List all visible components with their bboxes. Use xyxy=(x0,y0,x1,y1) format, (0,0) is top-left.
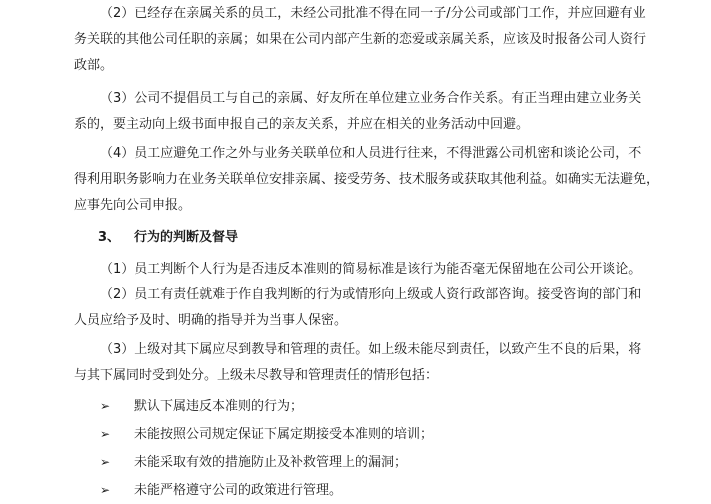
arrow-bullet-icon: ➢ xyxy=(100,483,111,497)
bullet-text-3: 未能采取有效的措施防止及补救管理上的漏洞； xyxy=(134,455,408,470)
bullet-text-4: 未能严格遵守公司的政策进行管理。 xyxy=(134,483,343,498)
arrow-bullet-icon: ➢ xyxy=(100,427,111,441)
paragraph-2-line-3: 政部。 xyxy=(74,58,114,73)
standard-1-line-1: （1）员工判断个人行为是否违反本准则的简易标准是该行为能否毫无保留地在公司公开谈论。 xyxy=(100,262,642,277)
arrow-bullet-icon: ➢ xyxy=(100,455,111,469)
standard-3-line-2: 与其下属同时受到处分。上级未尽教导和管理责任的情形包括： xyxy=(74,368,439,383)
paragraph-4-line-1: （4）员工应避免工作之外与业务关联单位和人员进行往来，不得泄露公司机密和谈论公司，不 xyxy=(100,146,642,161)
paragraph-3-line-1: （3）公司不提倡员工与自己的亲属、好友所在单位建立业务合作关系。有正当理由建立业务关 xyxy=(100,91,642,106)
paragraph-2-line-2: 务关联的其他公司任职的亲属；如果在公司内部产生新的恋爱或亲属关系，应该及时报备公司人资行 xyxy=(74,32,647,47)
bullet-item xyxy=(100,482,342,499)
standard-2-line-1: （2）员工有责任就难于作自我判断的行为或情形向上级或人资行政部咨询。接受咨询的部门和 xyxy=(100,287,642,302)
paragraph-3-line-2: 系的，要主动向上级书面申报自己的亲友关系，并应在相关的业务活动中回避。 xyxy=(74,117,530,132)
section-heading xyxy=(98,230,658,246)
paragraph-4-line-3: 应事先向公司申报。 xyxy=(74,198,192,213)
bullet-item xyxy=(100,398,303,415)
paragraph-4-line-2: 得利用职务影响力在业务关联单位安排亲属、接受劳务、技术服务或获取其他利益。如确实无法避免， xyxy=(74,172,660,187)
bullet-item xyxy=(100,454,407,471)
standard-2-line-2: 人员应给予及时、明确的指导并为当事人保密。 xyxy=(74,313,348,328)
bullet-text-1: 默认下属违反本准则的行为； xyxy=(134,399,304,414)
arrow-bullet-icon: ➢ xyxy=(100,399,111,413)
bullet-item xyxy=(100,426,433,443)
section-number: 3、 xyxy=(98,230,121,245)
paragraph-2-line-1: （2）已经存在亲属关系的员工，未经公司批准不得在同一子/分公司或部门工作，并应回避有业 xyxy=(100,6,646,21)
standard-3-line-1: （3）上级对其下属应尽到教导和管理的责任。如上级未能尽到责任，以致产生不良的后果，将 xyxy=(100,342,642,357)
bullet-text-2: 未能按照公司规定保证下属定期接受本准则的培训； xyxy=(134,427,434,442)
section-title: 行为的判断及督导 xyxy=(134,230,239,245)
